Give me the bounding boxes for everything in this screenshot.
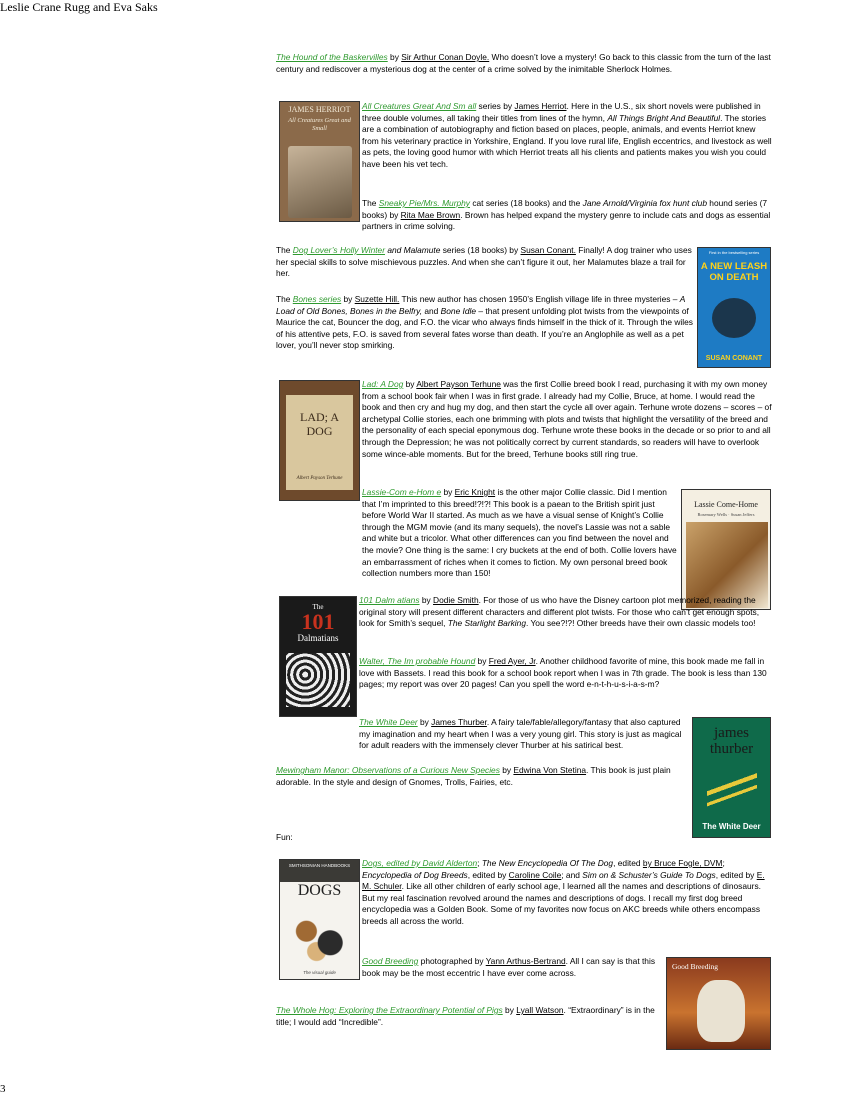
bull-image [697, 980, 745, 1042]
entry-good-breeding: Good Breeding photographed by Yann Arthus-Bertrand. All I can say is that this book may be the most eccentric I have ever come across. [362, 956, 656, 978]
author-link[interactable]: Rita Mae Brown [400, 209, 461, 220]
entry-hound: The Hound of the Baskervilles by Sir Arthur Conan Doyle. Who doesn’t love a mystery! Go back to this classic from the turn of the last century and rediscover a mysterious dog at the center of a crime solved by the inimitable Sherlock Holmes. [276, 52, 771, 74]
book-cover-101-dalmatians: The 101 Dalmatians [279, 596, 357, 717]
title-link[interactable]: Walter, The Im probable Hound [359, 656, 476, 666]
entry-whole-hog: The Whole Hog: Exploring the Extraordinary Potential of Pigs by Lyall Watson. “Extraordinary” is in the title; I would add “Incredible”. [276, 1005, 655, 1027]
entry-herriot: All Creatures Great And Sm all series by James Herriot. Here in the U.S., six short novels were published in three double volumes, all taking their titles from lines of the hymn, All Things Bright And Beautiful. The stories are a combination of autobiography and fiction based on places, people, animals, and events Herriot knew from his veterinary practice in Yorkshire, England. If you love rural life, English eccentrics, and livestock as well as pets, the loving good humor with which Herriot treats all his clients and patients makes you wish you could have been his vet tech. [362, 101, 772, 169]
book-cover-lassie: Lassie Come-Home Rosemary Wells · Susan Jeffers [681, 489, 771, 610]
entry-lad: Lad: A Dog by Albert Payson Terhune was the first Collie breed book I read, purchasing it with my own money from a school book fair when I was in first grade. I already had my Collie, Bruce, at home. I would read the book and then cry and hug my dog, and then start the cycle all over again. Terhune wrote dozens – scores – of archetypal Collie stories, each one brimming with plots and twists that highlight the versatility of the breed and the personality of each special eponymous dog. Terhune wrote these books in the decade or so prior to and all through the Depression; he was not politically correct by current standards, so readers will have to overlook some wince-able moments. But for the breed, Terhune books still ring true. [362, 379, 772, 459]
author-link[interactable]: Caroline Coile [508, 869, 562, 880]
author-link[interactable]: by Bruce Fogle, DVM [642, 858, 723, 868]
entry-dog-lovers: The Dog Lover’s Holly Winter and Malamute series (18 books) by Susan Conant. Finally! A dog trainer who uses her special skills to solve mischievous puzzles. And when she can’t figure it out, her Malamutes blaze a trail for her. [276, 245, 692, 279]
entry-mewingham: Mewingham Manor: Observations of a Curious New Species by Edwina Von Stetina. This book is just plain adorable. In the style and design of Gnomes, Trolls, Fairies, etc. [276, 765, 671, 787]
book-cover-new-leash: First in the bestselling series A NEW LEASH ON DEATH SUSAN CONANT [697, 247, 771, 368]
title-link[interactable]: Lassie-Com e-Hom e [362, 487, 442, 497]
book-cover-all-creatures: JAMES HERRIOT All Creatures Great and Small [279, 101, 360, 222]
author-link[interactable]: Yann Arthus-Bertrand [485, 956, 566, 966]
title-link[interactable]: All Creatures Great And Sm all [362, 101, 477, 111]
title-link[interactable]: Good Breeding [362, 956, 419, 966]
book-cover-dogs: SMITHSONIAN HANDBOOKS DOGS The visual guide [279, 859, 360, 980]
author-link[interactable]: Lyall Watson [516, 1005, 564, 1015]
entry-white-deer: The White Deer by James Thurber. A fairy tale/fable/allegory/fantasy that also captured my imagination and my heart when I was a very young girl. This story is just as magical for adult readers with the immensely clever Thurber at his satirical best. [359, 717, 682, 751]
title-link[interactable]: Dog Lover’s Holly Winter [292, 245, 386, 255]
fun-label: Fun: [276, 832, 293, 842]
header-authors: Leslie Crane Rugg and Eva Saks [0, 0, 158, 14]
dog-breeds-image [286, 908, 354, 966]
page-number: 3 [0, 1083, 6, 1095]
entry-dogs: Dogs, edited by David Alderton; The New Encyclopedia Of The Dog, edited by Bruce Fogle, DVM; Encyclopedia of Dog Breeds, edited by Caroline Coile; and Sim on & Schuster’s Guide To Dogs, edited by E. M. Schuler. Like all other children of early school age, I learned all the names and descriptions of dinosaurs. But my real fascination revolved around the names and descriptions of dogs. I recall my first dog breed encyclopedia was a Golden Book. Some of my favorites now focus on AKC breeds while others encompass breeds all across the world. [362, 858, 765, 926]
entry-lassie: Lassie-Com e-Hom e by Eric Knight is the other major Collie classic. Did I mention that I’m imprinted to this breed!?!?! This book is a paean to the British spirit just before World War II started. As much as we have a visual sense of Knight’s Collie through the MGM movie (and its many sequels), the novel’s Lassie was not a sable and white but a tricolor. What other differences can you find between the novel and the movie? One thing is the same: I cry buckets at the end of both. Collie lovers have an embarrassment of riches when it comes to fiction. My own personal breed book collection numbers more than 150! [362, 487, 677, 579]
leash-image [712, 298, 756, 338]
author-link[interactable]: Dodie Smith [433, 595, 479, 605]
title-link[interactable]: The Whole Hog: Exploring the Extraordinary Potential of Pigs [276, 1005, 503, 1015]
dalmatians-image [286, 653, 350, 707]
book-cover-good-breeding: Good Breeding [666, 957, 771, 1050]
author-link[interactable]: Eric Knight [454, 487, 496, 497]
author-link[interactable]: Albert Payson Terhune [416, 379, 501, 389]
title-link[interactable]: The Hound of the Baskervilles [276, 52, 388, 62]
dog-photo-image [288, 146, 352, 218]
entry-walter: Walter, The Im probable Hound by Fred Ayer, Jr. Another childhood favorite of mine, this book made me fall in love with Bassets. I read this book for a school book report when I was in 7th grade. The book is less than 130 pages; my report was over 20 pages! Can you spell the word e-n-t-h-u-s-i-a-s-m? [359, 656, 767, 690]
title-link[interactable]: Bones series [292, 294, 342, 304]
entry-101-dalmatians: 101 Dalm atians by Dodie Smith. For those of us who have the Disney cartoon plot memorized, reading the original story will present different characters and different plot twists. For those who can’t get enough spots, look for Smith’s sequel, The Starlight Barking. You see?!?! Other breeds have their own classic models too! [359, 595, 760, 629]
title-link[interactable]: Sneaky Pie/Mrs. Murphy [378, 198, 470, 208]
deer-silhouette-image [707, 768, 757, 808]
author-link[interactable]: James Thurber [431, 717, 487, 727]
book-cover-lad-a-dog: LAD; A DOG Albert Payson Terhune [279, 380, 360, 501]
author-link[interactable]: Susan Conant. [520, 245, 576, 255]
title-link[interactable]: The White Deer [359, 717, 418, 727]
title-link[interactable]: Lad: A Dog [362, 379, 404, 389]
title-link[interactable]: Mewingham Manor: Observations of a Curious New Species [276, 765, 500, 775]
author-link[interactable]: Suzette Hill. [354, 294, 400, 304]
title-link[interactable]: 101 Dalm atians [359, 595, 420, 605]
entry-sneaky-pie: The Sneaky Pie/Mrs. Murphy cat series (18 books) and the Jane Arnold/Virginia fox hunt club hound series (7 books) by Rita Mae Brown. Brown has helped expand the mystery genre to include cats and dogs as essential partners in crime solving. [362, 198, 771, 232]
title-link[interactable]: Dogs, edited by David Alderton [362, 858, 478, 868]
author-link[interactable]: Sir Arthur Conan Doyle. [401, 52, 490, 62]
entry-bones: The Bones series by Suzette Hill. This new author has chosen 1950’s English village life in three mysteries – A Load of Old Bones, Bones in the Belfry, and Bone Idle – that present unfolding plot twists from the viewpoints of Maurice the cat, Bouncer the dog, and F.O. the vicar who always finds himself in the thick of it. Through the wiles of his attentive pets, F.O. is saved from several fates worse than death. If you’re an Anglophile as well as a pet lover, you’ll never stop smirking. [276, 294, 693, 351]
author-link[interactable]: E. M. Schuler [362, 869, 765, 892]
book-cover-white-deer: james thurber The White Deer [692, 717, 771, 838]
author-link[interactable]: Edwina Von Stetina [513, 765, 587, 775]
author-link[interactable]: Fred Ayer, Jr [488, 656, 536, 666]
author-link[interactable]: James Herriot [514, 101, 567, 111]
